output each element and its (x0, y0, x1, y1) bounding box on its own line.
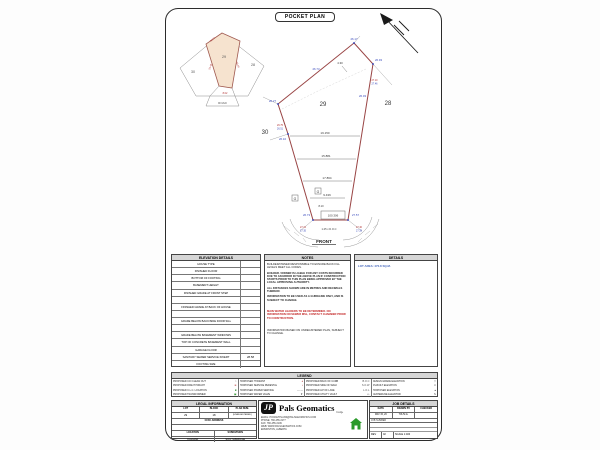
plan-header: PLAN NUM. (235, 407, 249, 410)
legend-column (305, 379, 372, 397)
details-panel (354, 254, 438, 367)
lot-29-label: 29 (319, 102, 327, 108)
plan-value: (UNREGISTERED) (232, 413, 252, 416)
row-value (240, 318, 260, 324)
grade-pair-value: 26.51 (277, 127, 283, 131)
row-label: GRADE BELOW BASEMENT WINDOWS (181, 334, 231, 338)
lot-30-label: 30 (261, 130, 269, 136)
legend-column (172, 379, 239, 397)
company-address: EDMONTON, ALBERTA (261, 428, 287, 432)
legend-item (306, 392, 370, 396)
centerline-icon: ℄ (434, 393, 436, 397)
notes-panel (264, 254, 351, 367)
utility-vault-icon: ▭ (367, 393, 370, 397)
job-number-label: JOB NUMBER (370, 419, 437, 423)
clc-location-icon: ■ (234, 388, 237, 392)
grade-pair-value: 27.46 (371, 82, 378, 86)
date-value: MAY 15, 20 (370, 413, 393, 419)
row-value: 28.58 (240, 354, 260, 360)
job-title: JOB DETAILS (370, 401, 437, 407)
row-label: BOTTOM OF FOOTING (191, 277, 221, 281)
main-lot (262, 36, 392, 247)
legend-label: PROPOSED C/O CLEAN OUT (173, 380, 206, 384)
row-value (240, 297, 260, 303)
pedestal-icon: ▪ (302, 384, 303, 388)
transformer-icon: ▣ (234, 393, 237, 397)
block-header: BLOCK (200, 407, 228, 412)
keyplan-dim-left: 24.48 (208, 63, 213, 71)
legend-title: LEGEND (172, 373, 437, 379)
table-row (172, 361, 260, 368)
legend-label: PROPOSED SERVICE PEDESTAL (239, 384, 278, 388)
offset-dim: 4.30 (337, 61, 343, 65)
row-label: SANITARY SEWER SERVICE INVERT (182, 355, 230, 359)
company-name: Pals Geomatics (279, 403, 335, 413)
location-value: CALMAR (172, 437, 215, 443)
dim-19150: 19.150 (320, 131, 330, 135)
legal-title: LEGAL INFORMATION (172, 401, 256, 407)
subdivision-header: SUBDIVISION (227, 431, 244, 434)
elev-left-mid: 26.10 (279, 137, 286, 141)
table-row (172, 347, 260, 354)
legend-label: PROPOSED C.L.C. LOCATION (173, 388, 207, 392)
dim-9436: 9.436 (323, 193, 331, 197)
dim-15881: 15.881 (321, 154, 331, 158)
job-bottom-row (370, 432, 437, 438)
row-label: FINISHED GRADE AT FRONT STEP (183, 291, 229, 295)
date-header: DATE (370, 407, 393, 412)
legend-column (372, 379, 438, 397)
lot-28-label: 28 (384, 101, 392, 107)
doc-note: 1.25 x D.O.C (321, 228, 337, 231)
legend-label: PROPOSED SIDE OF WALK (306, 384, 338, 388)
keyplan-lot-29-label: 29 (222, 55, 226, 59)
table-row (172, 339, 260, 346)
dim-17864: 17.864 (322, 176, 332, 180)
row-label: BASEMENT HEIGHT (193, 284, 219, 288)
note-paragraph: BUILDER / OWNER IS LIABLE FOR ANY COSTS INCURRED DUE TO AN ERROR IN THE ABOVE PLAN IF CONSTRUCTION STARTS PRIOR TO THIS PLAN BEING APPROVED BY THE LOCAL APPROVING AUTHORITY. (267, 271, 346, 285)
company-email: EMAIL: POCKETPLANS@PALSGEOMATICS.COM (261, 416, 316, 419)
location-values (172, 437, 256, 443)
rev-label: REV (370, 432, 382, 438)
row-label: FOOTING SIZE (196, 362, 216, 366)
keyplan-road-label: ROAD (218, 101, 227, 105)
legend-label: AS-BUILT ELEVATION (372, 384, 397, 388)
details-title: DETAILS (355, 255, 437, 261)
note-paragraph: BUILDER/OWNER RESPONSIBLE TO ENSURE BACK FILL LEVELS MEET ALL CODES. (267, 263, 340, 270)
note-paragraph: INFORMATION BASED ON UNREGISTERED PLAN, SUBJECT TO CHANGE. (267, 328, 344, 336)
legend-label: PROPOSED BACK OF CURB (306, 380, 339, 384)
lot-header: LOT (172, 407, 200, 412)
keyplan-dim-top: 36.57 (209, 36, 216, 43)
house-value: 100.306 (327, 213, 339, 218)
checked-header: CHECKED (420, 407, 433, 410)
grade-pair-value: 27.35 (300, 229, 306, 233)
row-label: TOP OF CONCRETE BASEMENT WALL (181, 341, 231, 345)
table-row (172, 354, 260, 361)
legend-label: PROPOSED HYDRANT (239, 380, 266, 384)
elev-upper-right: 26.93 (375, 58, 382, 62)
civic-address-header: CIVIC ADDRESS (204, 419, 224, 422)
table-row (172, 304, 260, 311)
row-value (240, 339, 260, 345)
legend-label: PROPOSED ELEVATION (372, 388, 400, 392)
legend-label: PROPOSED FIRE HYDRANT (173, 384, 205, 388)
garage-symbol: G (316, 189, 320, 194)
elev-bottom-left: 26.73 (303, 213, 310, 217)
grade-pair-value: 27.40 (356, 226, 362, 229)
lot-area-value: LOT AREA: 470.8 SQ.M. (358, 264, 391, 268)
rev-value: 02 (382, 432, 394, 438)
grade-pair-value: 27.10 (371, 79, 378, 82)
row-value (240, 332, 260, 338)
civic-address-value (172, 425, 256, 431)
location-header: LOCATION (172, 431, 215, 436)
back-of-curb-icon: B.O.C (362, 380, 370, 384)
row-value (240, 304, 260, 310)
row-label: GARAGE FLOOR (195, 348, 217, 352)
legend-label: CENTERLINE ELEVATION (372, 393, 402, 397)
green-house-icon (349, 417, 363, 431)
hydrant-icon: ♦ (301, 380, 303, 384)
notes-title: NOTES (265, 255, 350, 261)
table-row (172, 261, 260, 268)
note-paragraph: INFORMATION TO BE USED AS A GUIDELINE ONLY, AND IS SUBJECT TO CHANGE. (267, 295, 344, 302)
drawn-by-value: T.B./M.G. (393, 413, 416, 419)
water-valve-icon: ▼ (300, 393, 303, 397)
row-value (240, 325, 260, 331)
row-label: GRADE BELOW BACK/SIDE DOOR SILL (180, 320, 232, 323)
legend-column (239, 379, 306, 397)
elev-upper-left: 26.73 (312, 67, 320, 71)
design-grade-icon: ▽ (434, 380, 436, 384)
keyplan-lot-28-label: 28 (251, 63, 255, 67)
table-row (172, 275, 260, 282)
scale-value: SCALE 1:400 (395, 433, 411, 436)
legend-label: PROPOSED UTILITY VAULT (306, 393, 338, 397)
elev-top: 26.17 (350, 37, 358, 41)
dim-810: 8.10 (318, 205, 324, 208)
row-value (240, 347, 260, 353)
legend-item (373, 392, 437, 396)
row-value (240, 275, 260, 281)
row-label (172, 311, 240, 317)
grade-pair-value: 27.28 (356, 229, 362, 233)
subdivision-value: SOUTHBRIDGE (225, 437, 246, 441)
checked-value (415, 413, 437, 419)
as-built-icon: ✕ (433, 384, 436, 388)
block-value: 18 (200, 413, 228, 419)
company-logo: JP (261, 402, 276, 414)
elev-bottom-right: 27.57 (352, 213, 359, 217)
cleanout-icon: ○ (234, 380, 237, 384)
front-label: FRONT (316, 239, 332, 244)
elevation-details-title: ELEVATION DETAILS (172, 255, 260, 261)
legend-item (240, 392, 304, 396)
elevation-details-table (171, 254, 261, 367)
dimension-lines (290, 136, 360, 198)
row-label (172, 297, 240, 303)
north-arrow-icon (380, 13, 418, 53)
legend-item (173, 392, 237, 396)
keyplan-dim-right: 30.18 (235, 61, 240, 69)
legend-label: PROPOSED LIP OF LANE (306, 388, 335, 392)
table-row (172, 290, 260, 297)
keyplan-dim-bottom: 8.02 (222, 92, 228, 95)
company-fax: FAX: 780-455-3109 (261, 422, 282, 426)
table-row (172, 311, 260, 318)
grade-pair-value: 26.75 (277, 124, 283, 127)
company-block (258, 400, 368, 439)
company-corp: Corp. (336, 410, 344, 414)
row-label (172, 325, 240, 331)
plan-sheet (165, 8, 442, 441)
legend-label: PROPOSED POWER SERVICE (239, 388, 274, 392)
keyplan-lot-30-label: 30 (191, 70, 195, 74)
row-value (240, 361, 260, 368)
lip-of-lane-icon: L.O.L (363, 388, 370, 392)
power-service-icon: —·— (296, 388, 303, 392)
row-label: FINISHED GRADE AT BACK OF HOUSE (181, 305, 231, 309)
legal-information-table (171, 400, 257, 439)
page-title: POCKET PLAN (275, 12, 335, 22)
lot-value: 29 (172, 413, 200, 419)
fire-hydrant-icon: ⊕ (234, 384, 237, 388)
note-paragraph: ALL DISTANCES SHOWN ARE IN METRES AND DECIMALS THEREOF. (267, 286, 343, 294)
row-value (240, 282, 260, 288)
plan-drawing (166, 9, 443, 253)
table-row (172, 332, 260, 339)
row-value (240, 311, 260, 317)
drawn-by-header: DRAWN BY (393, 407, 416, 412)
row-label: HOUSE TYPE (197, 263, 215, 266)
company-web: WEB: WWW.PALSGEOMATICS.COM (261, 425, 302, 429)
row-value (240, 268, 260, 274)
key-plan (180, 33, 264, 106)
legend-label: PROPOSED WATER VALVE (239, 393, 271, 397)
note-paragraph-warning: MAIN WATER LEADERS TO BE DETERMINED. NO INFORMATION ON SEWER MSL, CONTACT CHAMBER PRIOR TO CONSTRUCTION. (267, 309, 346, 320)
job-details-table (369, 400, 438, 439)
table-row (172, 325, 260, 332)
legend-label: DESIGN GRADE ELEVATION (372, 380, 405, 384)
side-of-walk-icon: S.O.W (361, 384, 370, 388)
elev-left-top: 26.27 (269, 99, 276, 103)
elev-right-low: 26.03 (359, 94, 366, 98)
table-row (172, 282, 260, 289)
table-row (172, 297, 260, 304)
row-value (240, 290, 260, 296)
grade-pair-value: 27.21 (300, 226, 306, 229)
legend-panel (171, 372, 438, 397)
table-row (172, 268, 260, 275)
proposed-elevation-icon: ● (434, 388, 436, 392)
garage-symbol: G (293, 196, 297, 201)
row-value (240, 261, 260, 267)
row-label: FINISHED FLOOR (194, 270, 218, 274)
company-phone: PHONE: 780-455-3177 (261, 419, 286, 423)
table-row (172, 318, 260, 325)
legend-label: PROPOSED TRANSFORMER (173, 393, 206, 397)
